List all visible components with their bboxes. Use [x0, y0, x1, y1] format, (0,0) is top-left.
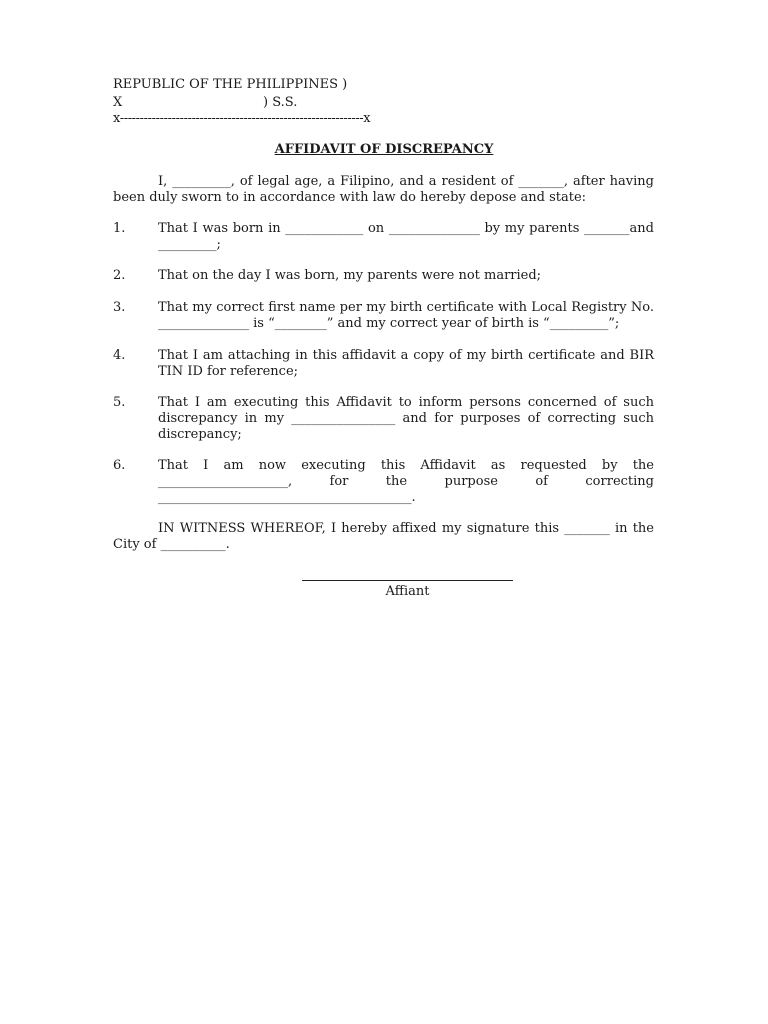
item-text: That on the day I was born, my parents were not married;: [158, 268, 542, 283]
item-number: 3.: [113, 300, 126, 315]
witness-paragraph: IN WITNESS WHEREOF, I hereby affixed my signature this _______ in the City of __________.: [113, 521, 654, 552]
header-ss: ) S.S.: [263, 95, 298, 110]
list-item: [113, 348, 654, 380]
item-number: 6.: [113, 458, 126, 473]
list-item: [113, 221, 654, 253]
header-republic: REPUBLIC OF THE PHILIPPINES ): [113, 77, 348, 92]
header-venue: [113, 95, 298, 110]
item-number: 5.: [113, 395, 126, 410]
item-number: 4.: [113, 348, 126, 363]
item-text: That I am executing this Affidavit to inform persons concerned of such discrepancy in my ________________ and for purposes of correcting such discrepancy;: [158, 395, 654, 442]
item-number: 2.: [113, 268, 126, 283]
list-item: [113, 458, 654, 506]
list-item: [113, 395, 654, 443]
affiant-label: Affiant: [385, 584, 430, 599]
item-text: That I was born in ____________ on ______________ by my parents _______and _________;: [158, 221, 654, 252]
signature-line: [302, 580, 513, 581]
item-text: That I am attaching in this affidavit a copy of my birth certificate and BIR TIN ID for reference;: [158, 348, 654, 379]
item-text: That I am now executing this Affidavit as requested by the ____________________, for the purpose of correcting _______________________________________.: [158, 458, 654, 505]
list-item: [113, 268, 654, 284]
document-title: AFFIDAVIT OF DISCREPANCY: [274, 142, 494, 157]
header-divider: x-------------------------------------------------------------x: [113, 111, 371, 126]
intro-paragraph: I, _________, of legal age, a Filipino, and a resident of _______, after having been duly sworn to in accordance with law do hereby depose and state:: [113, 174, 654, 205]
item-text: That my correct first name per my birth certificate with Local Registry No. ______________ is “________” and my correct year of birth is “_________”;: [158, 300, 654, 331]
list-item: [113, 300, 654, 332]
item-number: 1.: [113, 221, 126, 236]
header-venue-mark: X: [113, 95, 123, 110]
